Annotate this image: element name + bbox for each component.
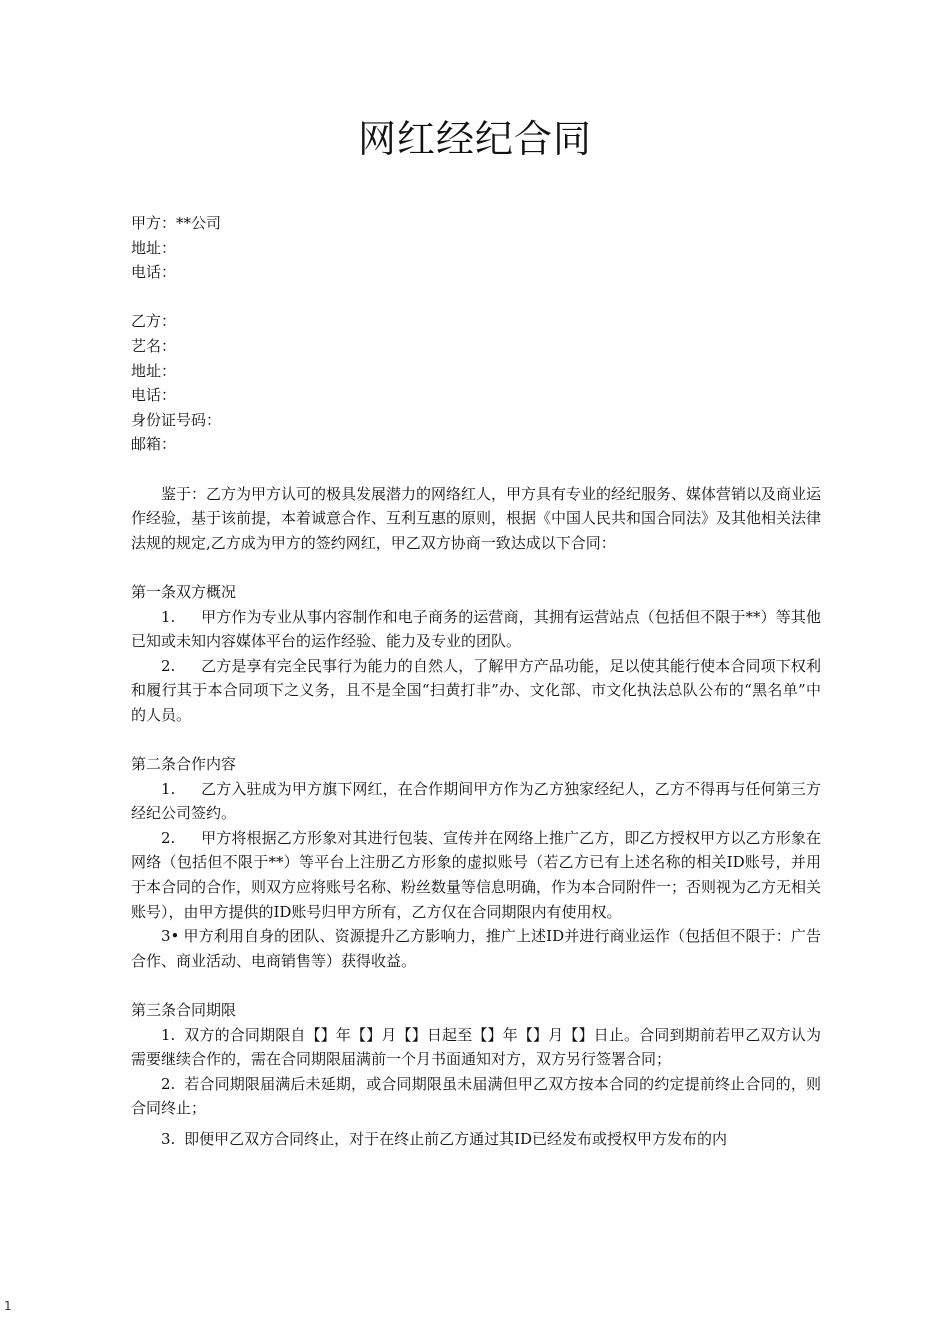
clause-number: 1. <box>161 1025 176 1044</box>
section-3 <box>131 998 821 1152</box>
clause-text: 乙方入驻成为甲方旗下网红，在合作期间甲方作为乙方独家经纪人，乙方不得再与任何第三方经纪公司签约。 <box>131 779 821 823</box>
party-b-email: 邮箱： <box>131 435 177 454</box>
clause-number: 2. <box>161 656 176 675</box>
clause-number: 2. <box>161 828 176 847</box>
document-title: 网红经纪合同 <box>357 117 592 161</box>
clause-text: 双方的合同期限自【】年【】月【】日起至【】年【】月【】日止。合同到期前若甲乙双方认为需要继续合作的，需在合同期限届满前一个月书面通知对方，双方另行签署合同； <box>131 1025 821 1069</box>
party-a-phone: 电话： <box>131 263 177 282</box>
party-b-address: 地址： <box>131 361 177 380</box>
spacer <box>131 555 821 580</box>
party-b-block <box>131 309 821 457</box>
spacer <box>131 973 821 998</box>
section-heading: 第一条双方概况 <box>131 582 237 601</box>
clause-number: 3. <box>161 1129 176 1148</box>
clause-item <box>131 777 821 826</box>
party-b-phone: 电话： <box>131 386 177 405</box>
section-2 <box>131 752 821 973</box>
clause-text: 甲方作为专业从事内容制作和电子商务的运营商，其拥有运营站点（包括但不限于**）等其他已知或未知内容媒体平台的运作经验、能力及专业的团队。 <box>131 607 821 651</box>
spacer <box>131 285 821 310</box>
party-b-id-number: 身份证号码： <box>131 410 222 429</box>
clause-text: 即便甲乙双方合同终止，对于在终止前乙方通过其ID已经发布或授权甲方发布的内 <box>184 1129 728 1148</box>
section-heading: 第三条合同期限 <box>131 1001 237 1019</box>
clause-text: 乙方是享有完全民事行为能力的自然人，了解甲方产品功能，足以使其能行使本合同项下权利和履行其于本合同项下之义务，且不是全国“扫黄打非”办、文化部、市文化执法总队公布的“黑名单”中的人员。 <box>131 656 821 724</box>
clause-item <box>131 924 821 973</box>
clause-text: 甲方利用自身的团队、资源提升乙方影响力，推广上述ID并进行商业运作（包括但不限于：广告合作、商业活动、电商销售等）获得收益。 <box>131 927 821 970</box>
page-number: 1 <box>4 1299 12 1313</box>
clause-number: 2. <box>161 1074 176 1093</box>
section-1 <box>131 580 821 728</box>
clause-text: 若合同期限届满后未延期，或合同期限虽未届满但甲乙双方按本合同的约定提前终止合同的，则合同终止； <box>131 1074 821 1118</box>
party-a-address: 地址： <box>131 238 177 257</box>
clause-item <box>131 826 821 924</box>
clause-item <box>131 605 821 654</box>
spacer <box>131 727 821 752</box>
party-a-name: 甲方：**公司 <box>131 214 222 232</box>
clause-number: 1. <box>161 779 176 798</box>
clause-item <box>131 1127 821 1152</box>
clause-number: 1. <box>161 607 176 626</box>
clause-number: 3• <box>161 927 180 946</box>
preamble-paragraph: 鉴于：乙方为甲方认可的极具发展潜力的网络红人，甲方具有专业的经纪服务、媒体营销以及商业运作经验，基于该前提，本着诚意合作、互利互惠的原则，根据《中国人民共和国合同法》及其他相关法律法规的规定,乙方成为甲方的签约网红，甲乙双方协商一致达成以下合同： <box>131 484 822 552</box>
clause-text: 甲方将根据乙方形象对其进行包装、宣传并在网络上推广乙方，即乙方授权甲方以乙方形象在网络（包括但不限于**）等平台上注册乙方形象的虚拟账号（若乙方已有上述名称的相关ID账号，并用于本合同的合作，则双方应将账号名称、粉丝数量等信息明确，作为本合同附件一；否则视为乙方无相关账号），由甲方提供的ID账号归甲方所有，乙方仅在合同期限内有使用权。 <box>131 828 822 921</box>
party-a-block <box>131 211 821 285</box>
document-body <box>131 211 821 1152</box>
spacer <box>131 457 821 482</box>
clause-item <box>131 654 821 728</box>
clause-item <box>131 1072 821 1121</box>
party-b-stage-name: 艺名： <box>131 336 177 355</box>
clause-item <box>131 1023 821 1072</box>
section-heading: 第二条合作内容 <box>131 755 237 774</box>
party-b-name: 乙方： <box>131 312 177 331</box>
